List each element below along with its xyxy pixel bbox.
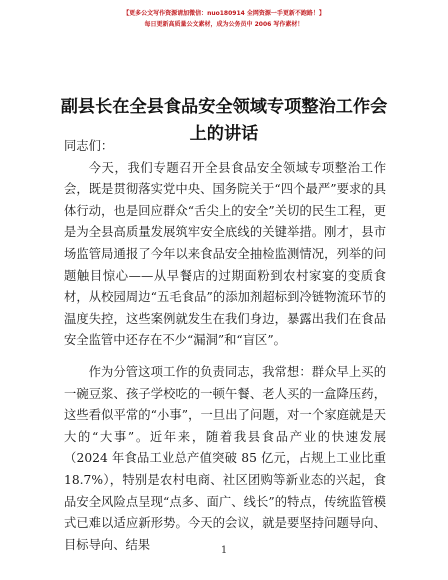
body-paragraph-2: 作为分管这项工作的负责同志，我常想：群众早上买的一碗豆浆、孩子学校吃的一顿午餐、老人买的一盒降压药，这些看似平常的“小事”，一旦出了问题，对一个家庭就是天大的“大事”。近年来，随着我县食品产业的快速发展（2024 年食品工业总产值突破 85 亿元，占规上工业比重 18.7%），特别是农村电商、社区团购等新业态的兴起，食品安全风险点呈现“点多、面广、线长”的特点，传统监管模式已难以适应新形势。今天的会议，就是要坚持问题导向、目标导向、结果 [64,364,386,552]
document-title: 副县长在全县食品安全领域专项整治工作会上的讲话 [60,96,388,144]
body-paragraph-1: 今天，我们专题召开全县食品安全领域专项整治工作会，既是贯彻落实党中央、国务院关于“四个最严”要求的具体行动，也是回应群众“舌尖上的安全”关切的民生工程，更是为全县高质量发展筑牢安全底线的关键举措。刚才，县市场监管局通报了今年以来食品安全抽检监测情况，列举的问题触目惊心——从早餐店的过期面粉到农村家宴的变质食材，从校园周边“五毛食品”的添加剂超标到冷链物流环节的温度失控，这些案例就发生在我们身边，暴露出我们在食品安全监管中还存在不少“漏洞”和“盲区”。 [64,160,386,348]
document-body [64,136,386,556]
promo-banner-line-1: 【更多公文写作资源请加微信：nuo180914 全网资源一手更新不跑路！】 [123,10,325,17]
promo-banner-line-2: 每日更新高质量公文素材，成为公务员中 2006 写作素材！ [144,21,304,28]
promo-banner [118,8,330,30]
salutation: 同志们： [64,139,114,153]
page-number: 1 [220,545,228,556]
